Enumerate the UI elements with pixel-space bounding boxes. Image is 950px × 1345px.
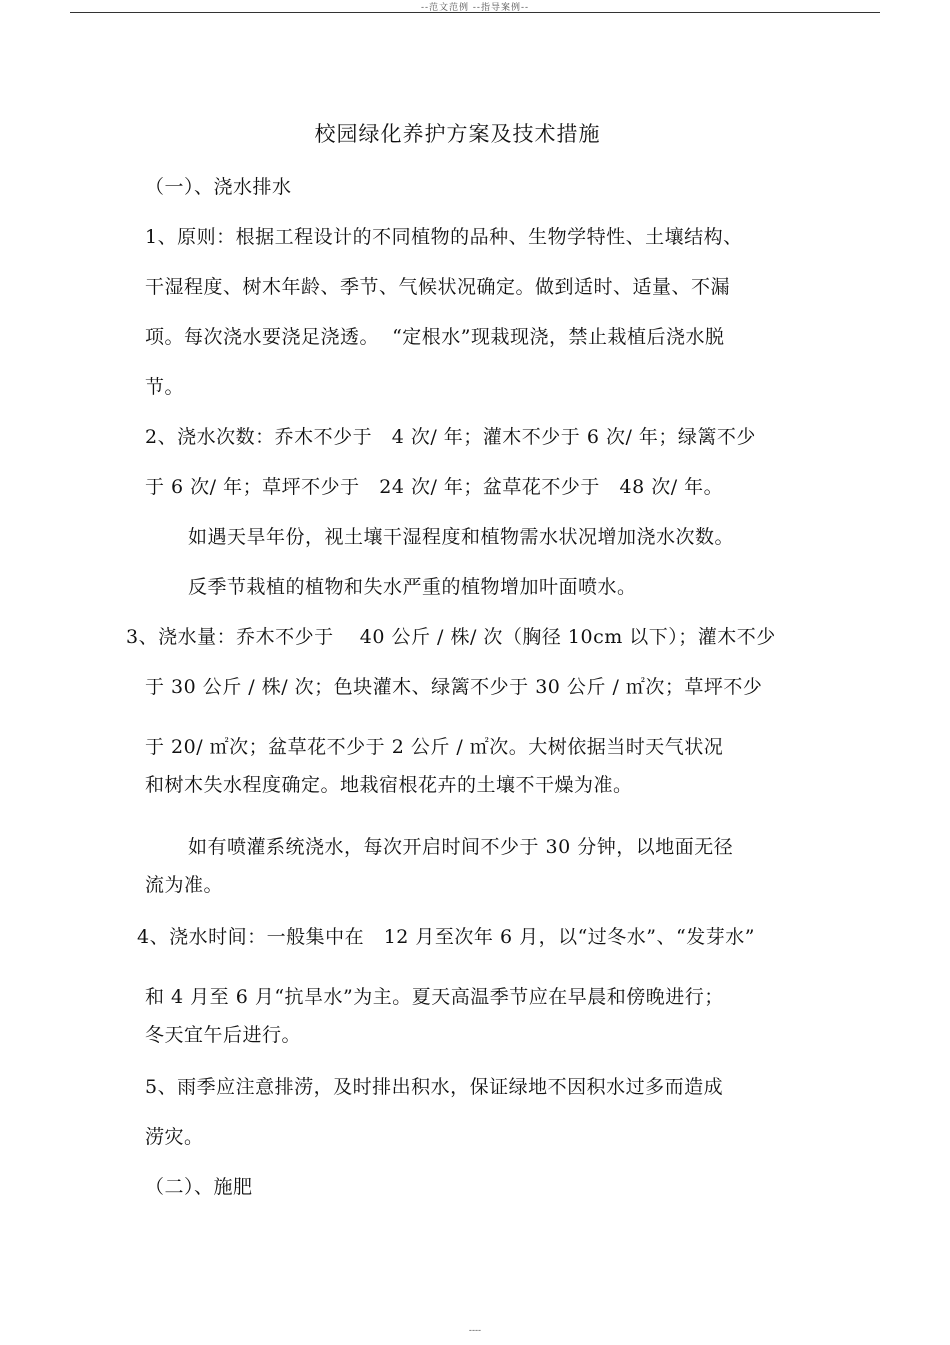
paragraph-line: 涝灾。 [145,1126,204,1148]
section-heading-fertilizing: （二）、施肥 [145,1176,253,1198]
page-footer-text: ---- [468,1326,482,1336]
paragraph-line: 1、原则：根据工程设计的不同植物的品种、生物学特性、土壤结构、 [145,226,743,248]
paragraph-line: 冬天宜午后进行。 [145,1024,302,1046]
paragraph-line: 干湿程度、树木年龄、季节、气候状况确定。做到适时、适量、不漏 [145,276,731,298]
paragraph-line: 于 6 次/ 年；草坪不少于 24 次/ 年；盆草花不少于 48 次/ 年。 [145,476,724,498]
paragraph-line: 于 30 公斤 / 株/ 次；色块灌木、绿篱不少于 30 公斤 / ㎡次；草坪不少 [145,676,763,698]
paragraph-line: 如遇天旱年份，视土壤干湿程度和植物需水状况增加浇水次数。 [188,526,735,548]
paragraph-line: 4、浇水时间：一般集中在 12 月至次年 6 月，以“过冬水”、“发芽水” [137,926,755,948]
paragraph-line: 2、浇水次数：乔木不少于 4 次/ 年；灌木不少于 6 次/ 年；绿篱不少 [145,426,756,448]
paragraph-line: 和树木失水程度确定。地栽宿根花卉的土壤不干燥为准。 [145,774,633,796]
page-header-text: --范文范例 --指导案例-- [420,3,530,13]
header-rule [70,12,880,13]
paragraph-line: 流为准。 [145,874,224,896]
paragraph-line: 节。 [145,376,185,398]
paragraph-line: 3、浇水量：乔木不少于 40 公斤 / 株/ 次（胸径 10cm 以下）；灌木不少 [126,626,776,648]
paragraph-line: 如有喷灌系统浇水，每次开启时间不少于 30 分钟，以地面无径 [188,836,734,858]
paragraph-line: 和 4 月至 6 月“抗旱水”为主。夏天高温季节应在早晨和傍晚进行； [145,986,724,1008]
paragraph-line: 于 20/ ㎡次；盆草花不少于 2 公斤 / ㎡次。大树依据当时天气状况 [145,736,724,758]
document-title: 校园绿化养护方案及技术措施 [314,122,601,146]
paragraph-line: 项。每次浇水要浇足浇透。 “定根水”现栽现浇，禁止栽植后浇水脱 [145,326,725,348]
paragraph-line: 5、雨季应注意排涝，及时排出积水，保证绿地不因积水过多而造成 [145,1076,724,1098]
section-heading-watering: （一）、浇水排水 [145,176,292,198]
paragraph-line: 反季节栽植的植物和失水严重的植物增加叶面喷水。 [188,576,637,598]
